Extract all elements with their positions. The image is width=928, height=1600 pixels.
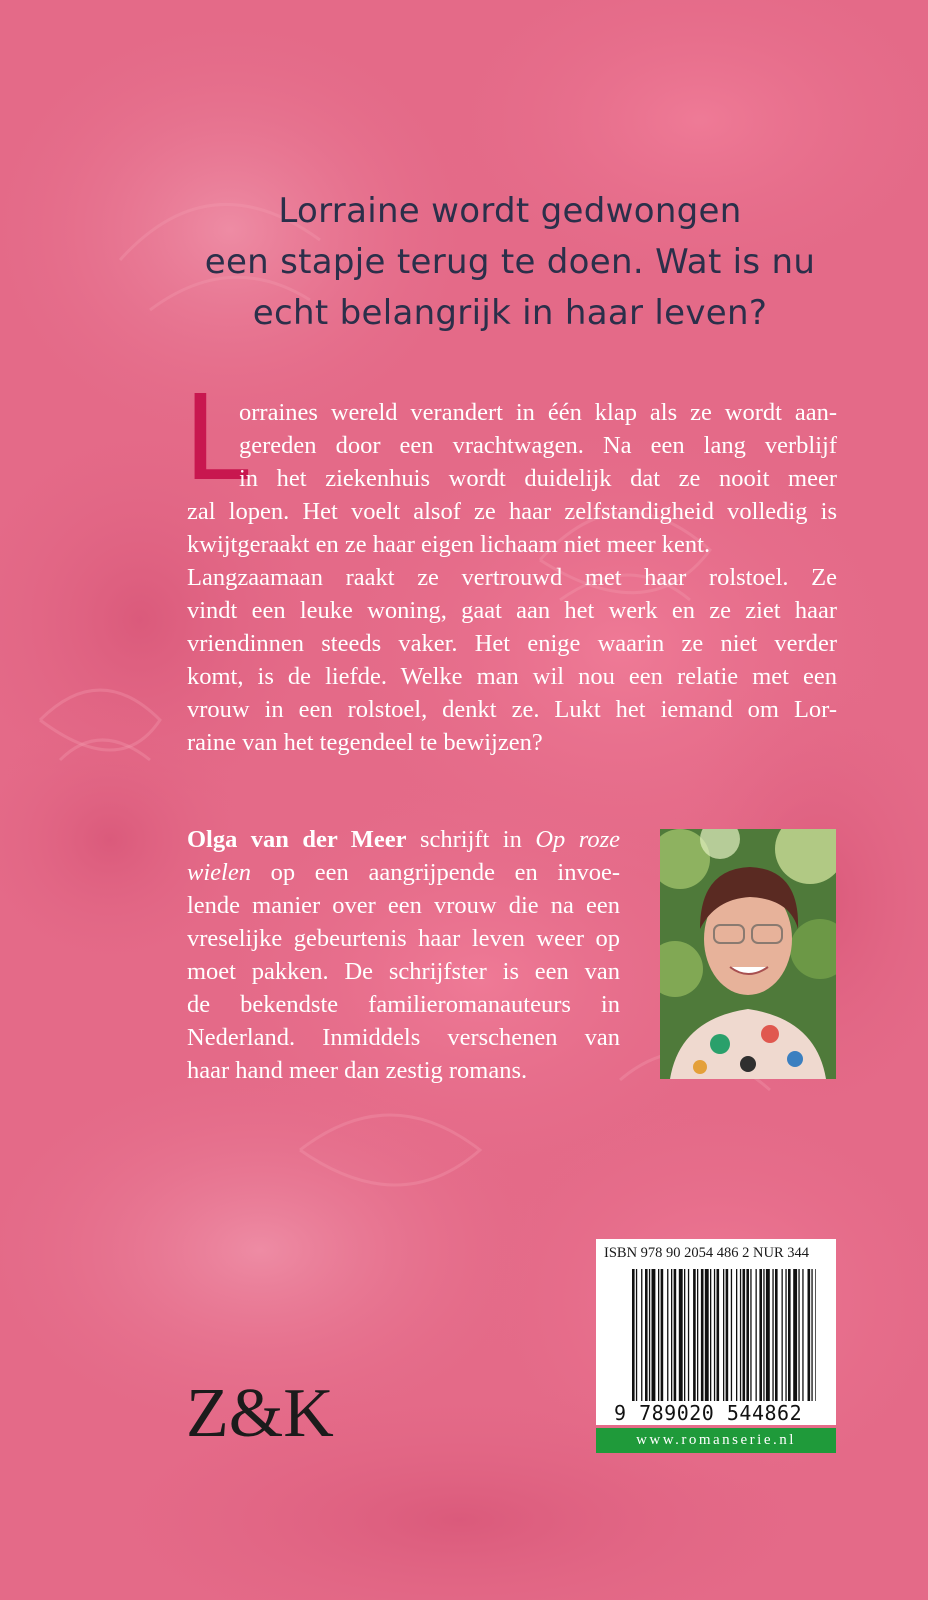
blurb-line: Langzaamaan raakt ze vertrouwd met haar rolstoel. Ze [187,564,837,591]
barcode-bar [684,1269,685,1401]
barcode-bars [632,1269,816,1401]
barcode-bar [793,1269,797,1401]
barcode-bar [798,1269,799,1401]
book-title-part: wielen [187,859,251,886]
drop-cap: L [183,369,249,507]
author-bio-line: de bekendste familieromanauteurs in [187,991,620,1018]
blurb-text [187,396,837,759]
barcode-bar [815,1269,816,1401]
blurb-line: vrouw in een rolstoel, denkt ze. Lukt het iemand om Lor- [187,696,837,723]
blurb-line: raine van het tegendeel te bewijzen? [187,729,543,756]
barcode-bar [775,1269,778,1401]
barcode-bar [717,1269,720,1401]
headline-line: een stapje terug te doen. Wat is nu [204,242,816,282]
barcode-bar [756,1269,757,1401]
author-bio-line [187,856,620,889]
author-bio-line: Nederland. Inmiddels verschenen van [187,1024,620,1051]
blurb-line: vriendinnen steeds vaker. Het enige waarin ze niet verder [187,630,837,657]
barcode-digits: 9 789020 544862 [614,1401,803,1425]
barcode-bar [740,1269,741,1401]
author-bio-line: vreselijke gebeurtenis haar leven weer op [187,925,620,952]
barcode-bar [785,1269,786,1401]
barcode-bar [652,1269,656,1401]
barcode-bar [641,1269,642,1401]
barcode-bar [759,1269,762,1401]
barcode-bar [743,1269,746,1401]
barcode-bar [772,1269,773,1401]
author-bio-line: lende manier over een vrouw die na een [187,892,620,919]
headline-line: Lorraine wordt gedwongen [278,191,742,231]
barcode-bar [645,1269,648,1401]
blurb-line: kwijtgeraakt en ze haar eigen lichaam niet meer kent. [187,531,711,558]
barcode-bar [808,1269,811,1401]
barcode-bar [693,1269,696,1401]
barcode-bar [763,1269,764,1401]
blurb-line: vindt een leuke woning, gaat aan het werk en ze ziet haar [187,597,837,624]
barcode-bar [667,1269,668,1401]
author-photo [660,829,836,1079]
barcode-bar [782,1269,783,1401]
barcode-bar [766,1269,770,1401]
author-bio-fragment: schrijft in [406,826,536,853]
barcode-bar [811,1269,812,1401]
author-bio-line: moet pakken. De schrijfster is een van [187,958,620,985]
barcode-bar [658,1269,659,1401]
headline-line: echt belangrijk in haar leven? [252,293,768,333]
author-bio-line: haar hand meer dan zestig romans. [187,1057,528,1084]
barcode-panel [596,1239,836,1425]
barcode-bar [714,1269,715,1401]
website-url: www.romanserie.nl [596,1428,836,1453]
barcode-bar [802,1269,803,1401]
barcode-bar [632,1269,635,1401]
barcode-bar [710,1269,711,1401]
blurb-line: zal lopen. Het voelt alsof ze haar zelfstandigheid volledig is [187,498,837,525]
barcode-bar [736,1269,737,1401]
author-bio [187,823,620,1087]
barcode-bar [723,1269,724,1401]
barcode-bar [788,1269,791,1401]
blurb-line: in het ziekenhuis wordt duidelijk dat ze nooit meer [239,465,837,492]
barcode-bar [636,1269,637,1401]
book-title-part: Op roze [535,826,620,853]
barcode-bar [705,1269,709,1401]
author-name: Olga van der Meer [187,826,407,853]
publisher-logo-text: Z&K [186,1375,334,1452]
barcode-bar [688,1269,689,1401]
author-bio-line [187,823,620,856]
barcode-bar [726,1269,729,1401]
isbn-line: ISBN 978 90 2054 486 2 NUR 344 [604,1245,810,1261]
barcode-bar [731,1269,732,1401]
barcode-bar [674,1269,677,1401]
blurb-line: orraines wereld verandert in één klap als ze wordt aan- [239,399,837,426]
blurb-line: gereden door een vrachtwagen. Na een lang verblijf [239,432,837,459]
barcode-bar [750,1269,751,1401]
barcode-bar [746,1269,749,1401]
barcode-bar [671,1269,672,1401]
barcode-bar [697,1269,698,1401]
barcode-bar [679,1269,683,1401]
barcode-bar [661,1269,664,1401]
headline [160,186,860,339]
barcode-bar [649,1269,650,1401]
blurb-line: komt, is de liefde. Welke man wil nou een relatie met een [187,663,837,690]
publisher-logo [186,1374,336,1452]
barcode-bar [701,1269,704,1401]
author-bio-fragment: op een aangrijpende en invoe- [250,859,620,886]
